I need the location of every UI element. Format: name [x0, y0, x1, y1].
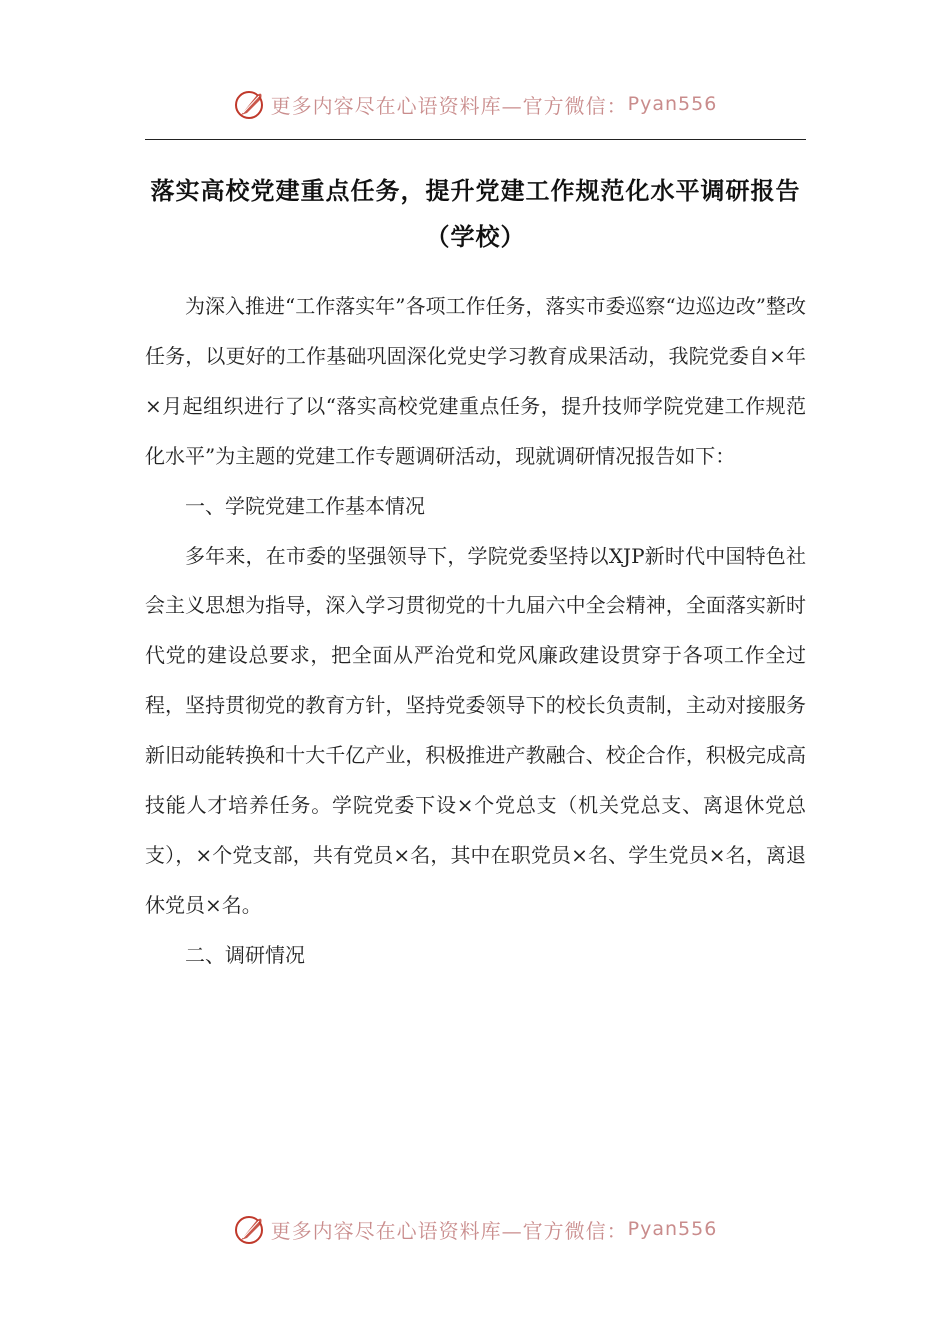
footer-banner — [0, 1209, 950, 1249]
section-heading-1: 一、学院党建工作基本情况 — [185, 493, 425, 518]
header-banner-account: Pyan556 — [627, 93, 718, 115]
feather-pen-logo-icon — [233, 1212, 267, 1246]
header-banner — [0, 84, 950, 124]
footer-banner-text: 更多内容尽在心语资料库—官方微信： — [270, 1218, 628, 1243]
feather-pen-logo-icon — [233, 87, 267, 121]
paragraph-intro: 为深入推进“工作落实年”各项工作任务，落实市委巡察“边巡边改”整改任务，以更好的工作基础巩固深化党史学习教育成果活动，我院党委自×年×月起组织进行了以“落实高校党建重点任务，提升技师学院党建工作规范化水平”为主题的党建工作专题调研活动，现就调研情况报告如下： — [145, 294, 806, 468]
header-banner-text: 更多内容尽在心语资料库—官方微信： — [270, 93, 628, 118]
paragraph-basic-situation: 多年来，在市委的坚强领导下，学院党委坚持以XJP新时代中国特色社会主义思想为指导，深入学习贯彻党的十九届六中全会精神，全面落实新时代党的建设总要求，把全面从严治党和党风廉政建设贯穿于各项工作全过程，坚持贯彻党的教育方针，坚持党委领导下的校长负责制，主动对接服务新旧动能转换和十大千亿产业，积极推进产教融合、校企合作，积极完成高技能人才培养任务。学院党委下设×个党总支（机关党总支、离退休党总支），×个党支部，共有党员×名，其中在职党员×名、学生党员×名，离退休党员×名。 — [145, 543, 806, 917]
section-heading-2: 二、调研情况 — [185, 942, 305, 967]
document-title: 落实高校党建重点任务，提升党建工作规范化水平调研报告（学校） — [150, 177, 801, 251]
document-body — [145, 282, 806, 981]
header-divider — [145, 139, 806, 140]
footer-banner-account: Pyan556 — [627, 1218, 718, 1240]
